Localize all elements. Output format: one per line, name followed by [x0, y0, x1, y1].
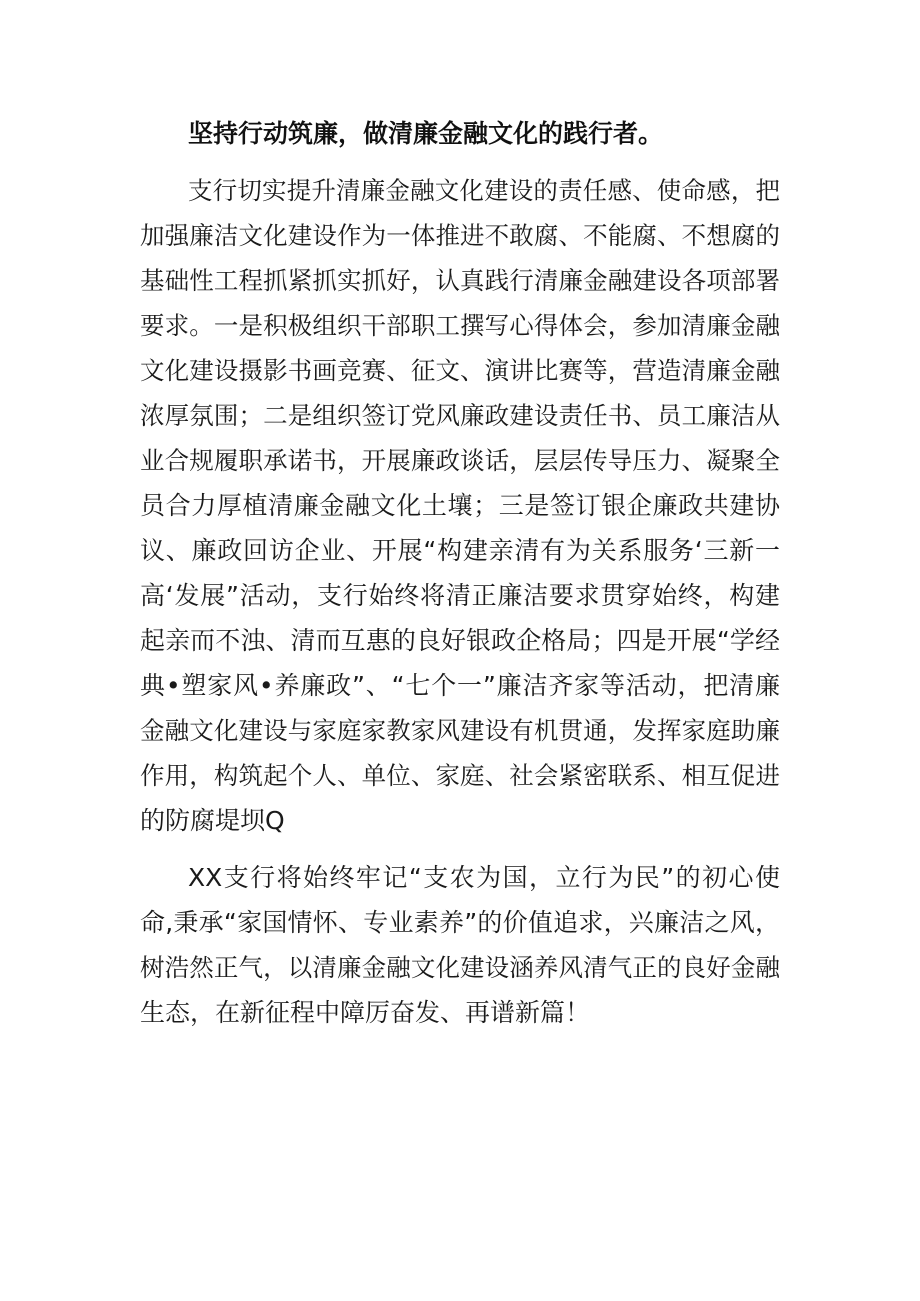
paragraph-2-line: 命,秉承“家国情怀、专业素养”的价值追求，兴廉洁之风，	[140, 908, 780, 937]
paragraph-1-line: 作用，构筑起个人、单位、家庭、社会紧密联系、相互促进	[140, 761, 780, 790]
paragraph-1-line: 典•塑家风•养廉政”、“七个一”廉洁齐家等活动，把清廉	[140, 671, 780, 700]
paragraph-1-line: 的防腐堤坝Q	[140, 806, 285, 835]
paragraph-1-line: 浓厚氛围；二是组织签订党风廉政建设责任书、员工廉洁从	[140, 401, 780, 430]
paragraph-2-line: XX支行将始终牢记“支农为国，立行为民”的初心使	[188, 863, 780, 892]
paragraph-1-line: 文化建设摄影书画竞赛、征文、演讲比赛等，营造清廉金融	[140, 356, 780, 385]
paragraph-1-line: 支行切实提升清廉金融文化建设的责任感、使命感，把	[188, 176, 780, 205]
paragraph-1-line: 起亲而不浊、清而互惠的良好银政企格局；四是开展“学经	[140, 626, 780, 655]
paragraph-1-line: 要求。一是积极组织干部职工撰写心得体会，参加清廉金融	[140, 311, 780, 340]
paragraph-1-line: 金融文化建设与家庭家教家风建设有机贯通，发挥家庭助廉	[140, 716, 780, 745]
paragraph-1-line: 基础性工程抓紧抓实抓好，认真践行清廉金融建设各项部署	[140, 266, 780, 295]
section-heading: 坚持行动筑廉，做清廉金融文化的践行者。	[188, 119, 664, 148]
paragraph-1-line: 议、廉政回访企业、开展“构建亲清有为关系服务‘三新一	[140, 536, 780, 565]
paragraph-2-line: 生态，在新征程中障厉奋发、再谱新篇！	[140, 998, 591, 1027]
paragraph-2-line: 树浩然正气，以清廉金融文化建设涵养风清气正的良好金融	[140, 953, 780, 982]
paragraph-1-line: 高‘发展”活动，支行始终将清正廉洁要求贯穿始终，构建	[140, 581, 780, 610]
paragraph-1-line: 加强廉洁文化建设作为一体推进不敢腐、不能腐、不想腐的	[140, 221, 780, 250]
paragraph-1-line: 员合力厚植清廉金融文化土壤；三是签订银企廉政共建协	[140, 491, 780, 520]
paragraph-1-line: 业合规履职承诺书，开展廉政谈话，层层传导压力、凝聚全	[140, 446, 780, 475]
